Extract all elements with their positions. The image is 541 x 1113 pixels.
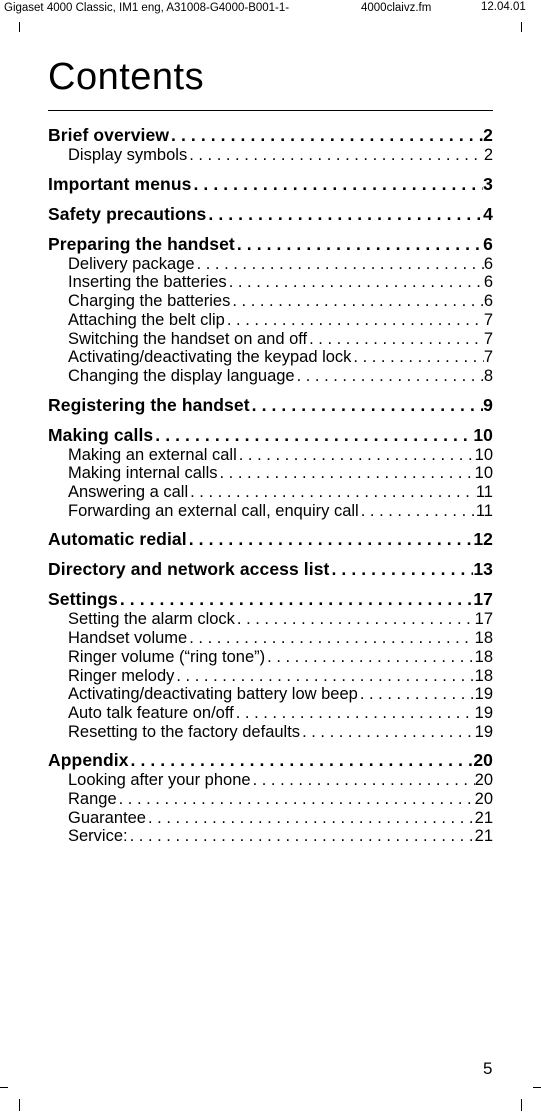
toc-entry-title: Ringer melody	[68, 666, 175, 685]
crop-mark-bottom-left-v	[19, 1099, 20, 1111]
toc-entry-page: 10	[474, 464, 493, 483]
toc-entry-title: Display symbols	[68, 146, 188, 164]
toc-section-heading[interactable]	[48, 558, 493, 580]
toc-entry-page: 12	[473, 529, 493, 550]
toc-entry-page: 2	[483, 146, 493, 164]
toc-section	[48, 124, 493, 165]
toc-subentry[interactable]	[48, 790, 493, 809]
header-date: 12.04.01	[481, 1, 526, 13]
dot-leader	[329, 558, 473, 580]
toc-entry-page: 20	[474, 790, 493, 809]
toc-entry-title: Guarantee	[68, 808, 146, 827]
toc-subentry[interactable]	[48, 311, 493, 330]
toc-entry-title: Registering the handset	[48, 394, 250, 415]
toc-entry-page: 19	[474, 703, 493, 722]
toc-subentry[interactable]	[48, 685, 493, 704]
toc-subentry[interactable]	[48, 610, 493, 629]
toc-subentry[interactable]	[48, 629, 493, 648]
dot-leader	[237, 446, 475, 465]
toc-section-heading[interactable]	[48, 528, 493, 550]
toc-subentry[interactable]	[48, 502, 493, 521]
toc-entry-page: 6	[483, 273, 493, 292]
toc-subentry[interactable]	[48, 827, 493, 846]
toc-entry-title: Handset volume	[68, 629, 188, 648]
page-title: Contents	[48, 56, 205, 98]
toc-entry-title: Attaching the belt clip	[68, 310, 225, 329]
crop-mark-top-right	[521, 22, 522, 32]
toc-subentry[interactable]	[48, 771, 493, 790]
header-filename: 4000claivz.fm	[361, 2, 432, 14]
toc-entry-title: Charging the batteries	[68, 292, 231, 311]
dot-leader	[227, 273, 484, 292]
toc-entry-title: Making calls	[48, 424, 154, 445]
dot-leader	[307, 330, 484, 349]
toc-section	[48, 173, 493, 195]
toc-entry-page: 18	[474, 666, 493, 685]
toc-entry-page: 9	[483, 394, 493, 415]
toc-entry-page: 3	[483, 173, 493, 194]
toc-entry-page: 6	[483, 292, 493, 311]
toc-subentry[interactable]	[48, 809, 493, 828]
toc-entry-page: 7	[483, 310, 493, 329]
dot-leader	[188, 483, 476, 502]
toc-subentry[interactable]	[48, 273, 493, 292]
toc-subentry[interactable]	[48, 648, 493, 667]
toc-entry-title: Appendix	[48, 750, 129, 771]
dot-leader	[206, 203, 483, 225]
toc-entry-page: 10	[474, 445, 493, 464]
toc-section	[48, 394, 493, 416]
toc-entry-page: 17	[474, 610, 493, 629]
dot-leader	[265, 648, 474, 667]
dot-leader	[187, 146, 484, 165]
toc-entry-title: Making an external call	[68, 445, 237, 464]
toc-entry-page: 18	[474, 647, 493, 666]
toc-entry-title: Inserting the batteries	[68, 273, 227, 292]
page-number: 5	[483, 1059, 493, 1078]
dot-leader	[295, 367, 484, 386]
toc-entry-page: 18	[474, 629, 493, 648]
page-header	[0, 2, 541, 18]
toc-entry-title: Important menus	[48, 173, 192, 194]
toc-entry-title: Setting the alarm clock	[68, 610, 235, 629]
toc-entry-page: 11	[475, 483, 493, 502]
toc-entry-page: 20	[473, 750, 493, 771]
toc-entry-page: 21	[474, 808, 493, 827]
toc-subentry[interactable]	[48, 255, 493, 274]
dot-leader	[235, 610, 475, 629]
dot-leader	[146, 809, 475, 828]
toc-entry-title: Service:	[68, 827, 128, 846]
toc-entry-page: 6	[483, 254, 493, 273]
toc-subentry[interactable]	[48, 367, 493, 386]
dot-leader	[230, 292, 483, 311]
toc-subentry[interactable]	[48, 723, 493, 742]
dot-leader	[129, 749, 474, 771]
dot-leader	[358, 685, 475, 704]
toc-section-heading[interactable]	[48, 394, 493, 416]
dot-leader	[300, 723, 475, 742]
toc-entry-title: Auto talk feature on/off	[68, 703, 234, 722]
toc-subentry[interactable]	[48, 464, 493, 483]
header-document-id: Gigaset 4000 Classic, IM1 eng, A31008-G4000-B001-1-	[4, 2, 290, 14]
toc-section-heading[interactable]	[48, 424, 493, 446]
toc-entry-page: 2	[483, 125, 493, 145]
dot-leader	[187, 629, 474, 648]
dot-leader	[191, 173, 483, 195]
toc-section	[48, 749, 493, 846]
toc-entry-title: Switching the handset on and off	[68, 329, 308, 348]
dot-leader	[174, 667, 474, 686]
toc-entry-page: 4	[483, 203, 493, 224]
dot-leader	[359, 502, 476, 521]
dot-leader	[225, 311, 484, 330]
toc-entry-page: 7	[483, 348, 493, 367]
dot-leader	[117, 790, 475, 809]
toc-entry-page: 20	[474, 771, 493, 790]
dot-leader	[187, 528, 474, 550]
dot-leader	[351, 348, 483, 367]
toc-subentry[interactable]	[48, 483, 493, 502]
toc-entry-title: Settings	[48, 589, 118, 610]
dot-leader	[169, 124, 483, 146]
toc-entry-title: Delivery package	[68, 254, 195, 273]
crop-mark-top-left	[19, 22, 20, 32]
toc-entry-title: Looking after your phone	[68, 771, 251, 790]
dot-leader	[195, 255, 484, 274]
toc-subentry[interactable]	[48, 446, 493, 465]
toc-section	[48, 528, 493, 550]
dot-leader	[217, 464, 474, 483]
toc-entry-page: 19	[474, 685, 493, 704]
toc-entry-title: Changing the display language	[68, 366, 295, 385]
toc-entry-title: Activating/deactivating the keypad lock	[68, 348, 352, 367]
toc-entry-page: 21	[474, 827, 493, 846]
toc-entry-title: Brief overview	[48, 125, 170, 145]
toc-entry-page: 6	[483, 233, 493, 254]
dot-leader	[128, 827, 475, 846]
table-of-contents	[48, 124, 493, 854]
toc-entry-page: 8	[483, 366, 493, 385]
toc-section-heading[interactable]	[48, 233, 493, 255]
dot-leader	[251, 771, 475, 790]
toc-entry-title: Resetting to the factory defaults	[68, 722, 301, 741]
dot-leader	[234, 704, 475, 723]
toc-entry-title: Making internal calls	[68, 464, 218, 483]
toc-subentry[interactable]	[48, 704, 493, 723]
toc-section-heading[interactable]	[48, 124, 493, 146]
toc-entry-page: 13	[473, 559, 493, 580]
toc-entry-page: 10	[473, 424, 493, 445]
crop-mark-bottom-right-v	[521, 1099, 522, 1111]
toc-section-heading[interactable]	[48, 749, 493, 771]
toc-entry-title: Answering a call	[68, 483, 189, 502]
toc-entry-title: Ringer volume (“ring tone”)	[68, 647, 266, 666]
toc-entry-title: Activating/deactivating battery low beep	[68, 685, 358, 704]
toc-section	[48, 558, 493, 580]
dot-leader	[250, 394, 484, 416]
toc-entry-page: 17	[473, 589, 493, 610]
toc-entry-title: Range	[68, 790, 117, 809]
crop-mark-bottom-left-h	[0, 1087, 8, 1088]
toc-subentry[interactable]	[48, 292, 493, 311]
toc-section	[48, 203, 493, 225]
title-rule	[48, 110, 493, 111]
toc-entry-title: Directory and network access list	[48, 559, 330, 580]
toc-section	[48, 233, 493, 386]
toc-subentry[interactable]	[48, 330, 493, 349]
toc-section-heading[interactable]	[48, 203, 493, 225]
toc-entry-page: 7	[483, 329, 493, 348]
dot-leader	[118, 588, 473, 610]
dot-leader	[235, 233, 483, 255]
toc-entry-page: 11	[475, 501, 493, 520]
toc-section-heading[interactable]	[48, 588, 493, 610]
toc-section	[48, 424, 493, 521]
toc-subentry[interactable]	[48, 667, 493, 686]
toc-subentry[interactable]	[48, 348, 493, 367]
crop-mark-bottom-right-h	[533, 1087, 541, 1088]
toc-entry-title: Safety precautions	[48, 203, 207, 224]
toc-entry-title: Forwarding an external call, enquiry call	[68, 501, 359, 520]
toc-section-heading[interactable]	[48, 173, 493, 195]
dot-leader	[153, 424, 473, 446]
toc-subentry[interactable]	[48, 146, 493, 165]
toc-entry-title: Preparing the handset	[48, 233, 235, 254]
toc-section	[48, 588, 493, 741]
toc-entry-title: Automatic redial	[48, 529, 187, 550]
toc-entry-page: 19	[474, 722, 493, 741]
